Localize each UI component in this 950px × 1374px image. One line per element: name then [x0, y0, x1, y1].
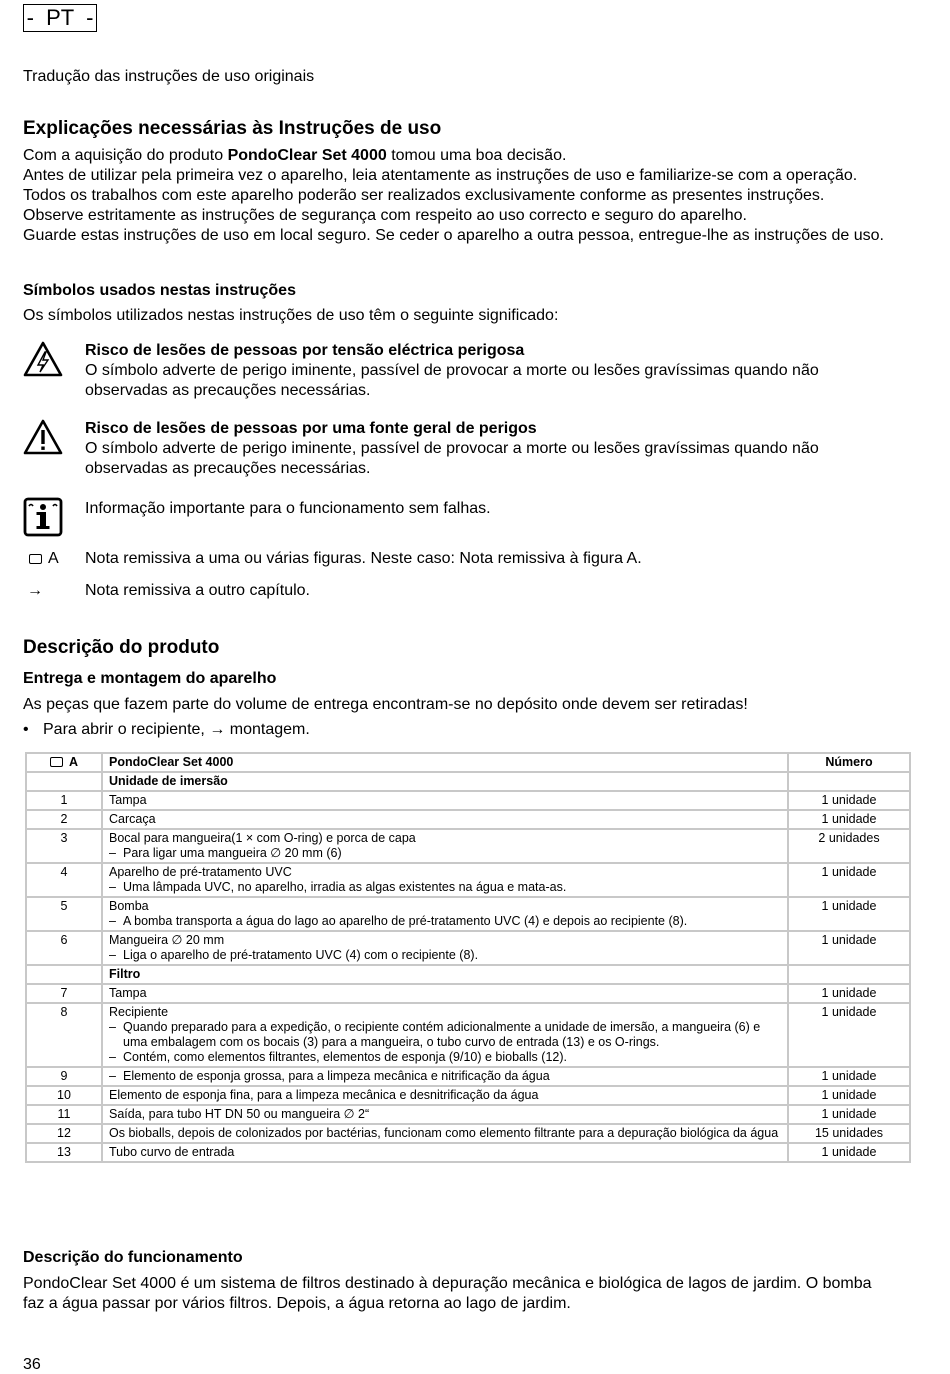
- table-row: [26, 1124, 910, 1143]
- item-number: 4: [26, 863, 102, 897]
- page-number: 36: [23, 1356, 41, 1373]
- item-description: [102, 1105, 788, 1124]
- bullet-dot: •: [23, 721, 29, 738]
- item-sub-text: Contém, como elementos filtrantes, elementos de esponja (9/10) e bioballs (12).: [123, 1050, 567, 1064]
- item-quantity: 1 unidade: [788, 1143, 910, 1162]
- table-row: [26, 791, 910, 810]
- item-description: [102, 1067, 788, 1086]
- item-quantity: 1 unidade: [788, 1086, 910, 1105]
- group-empty-cell: [26, 965, 102, 984]
- item-name: Tampa: [109, 986, 147, 1000]
- item-sub-point: [109, 1050, 781, 1065]
- item-number: 6: [26, 931, 102, 965]
- item-name: Tampa: [109, 793, 147, 807]
- item-name: Saída, para tubo HT DN 50 ou mangueira ∅ 2“: [109, 1107, 370, 1121]
- item-sub-point: [109, 846, 781, 861]
- item-number: 11: [26, 1105, 102, 1124]
- document-subtitle: Tradução das instruções de uso originais: [23, 68, 315, 85]
- item-name: Elemento de esponja fina, para a limpeza mecânica e desnitrificação da água: [109, 1088, 539, 1102]
- arrow-right-icon: →: [209, 721, 226, 738]
- header-ref-cell: [26, 753, 102, 772]
- symbols-title: Símbolos usados nestas instruções: [23, 282, 296, 299]
- table-row: [26, 1003, 910, 1067]
- item-sub-text: A bomba transporta a água do lago ao aparelho de pré-tratamento UVC (4) e depois ao recipiente (8).: [123, 914, 688, 928]
- table-row: [26, 984, 910, 1003]
- arrow-right-icon: →: [27, 582, 43, 599]
- symbol-info-row: [23, 497, 895, 537]
- dash-marker: –: [109, 1050, 116, 1064]
- item-quantity: 15 unidades: [788, 1124, 910, 1143]
- group-empty-cell: [26, 772, 102, 791]
- item-quantity: 1 unidade: [788, 1105, 910, 1124]
- item-number: 12: [26, 1124, 102, 1143]
- item-number: 7: [26, 984, 102, 1003]
- item-description: [102, 791, 788, 810]
- table-row: [26, 931, 910, 965]
- electric-warning-description: O símbolo adverte de perigo iminente, passível de provocar a morte ou lesões gravíssimas quando não observadas as precauções necessárias.: [85, 362, 819, 399]
- header-ref-label: A: [68, 755, 79, 769]
- item-sub-text: Quando preparado para a expedição, o recipiente contém adicionalmente a unidade de imersão, a mangueira (6) e uma embalagem com os bocais (3) para a mangueira, o tubo curvo de entrada (13) e os O-rings.: [123, 1020, 761, 1049]
- intro-post: tomou uma boa decisão.: [386, 147, 567, 164]
- item-name: Recipiente: [109, 1005, 169, 1019]
- figref-label: A: [48, 550, 59, 567]
- item-sub-point: [109, 948, 781, 963]
- info-icon: [23, 497, 63, 542]
- function-title: Descrição do funcionamento: [23, 1249, 243, 1266]
- item-number: 9: [26, 1067, 102, 1086]
- group-label: Filtro: [102, 965, 788, 984]
- dash-marker: –: [109, 880, 116, 894]
- item-name: Aparelho de pré-tratamento UVC: [109, 865, 292, 879]
- item-sub-point: [109, 1020, 781, 1050]
- item-name: Bomba: [109, 899, 149, 913]
- bullet-text-pre: Para abrir o recipiente,: [43, 721, 210, 738]
- symbol-figref-row: [23, 549, 895, 571]
- symbol-general-row: [23, 419, 895, 479]
- group-label: Unidade de imersão: [102, 772, 788, 791]
- book-icon: [29, 554, 42, 564]
- item-number: 1: [26, 791, 102, 810]
- item-description: [102, 863, 788, 897]
- item-number: 2: [26, 810, 102, 829]
- general-warning-icon: [23, 419, 63, 460]
- item-description: [102, 931, 788, 965]
- item-name: Tubo curvo de entrada: [109, 1145, 235, 1159]
- electric-warning-text: [85, 341, 895, 401]
- delivery-text: As peças que fazem parte do volume de entrega encontram-se no depósito onde devem ser retiradas!: [23, 696, 748, 713]
- general-warning-description: O símbolo adverte de perigo iminente, passível de provocar a morte ou lesões gravíssimas quando não observadas as precauções necessárias.: [85, 440, 819, 477]
- table-row: [26, 829, 910, 863]
- intro-pre: Com a aquisição do produto: [23, 147, 228, 164]
- item-description: [102, 810, 788, 829]
- table-row: [26, 863, 910, 897]
- item-description: [102, 897, 788, 931]
- table-header-row: [26, 753, 910, 772]
- item-sub-point: [109, 914, 781, 929]
- general-warning-text: [85, 419, 895, 479]
- paragraph-keep: Guarde estas instruções de uso em local seguro. Se ceder o aparelho a outra pessoa, entregue-lhe as instruções de uso.: [23, 227, 884, 244]
- function-text: PondoClear Set 4000 é um sistema de filtros destinado à depuração mecânica e biológica de lagos de jardim. O bomba faz a água passar por vários filtros. Depois, a água retorna ao lago de jardim.: [23, 1275, 872, 1312]
- chapter-ref-text: Nota remissiva a outro capítulo.: [85, 582, 310, 599]
- item-description: [102, 829, 788, 863]
- dash-marker: –: [109, 1020, 116, 1034]
- item-description: [102, 1124, 788, 1143]
- item-quantity: 1 unidade: [788, 897, 910, 931]
- paragraph-work: Todos os trabalhos com este aparelho poderão ser realizados exclusivamente conforme as presentes instruções.: [23, 187, 825, 204]
- dash-marker: –: [109, 846, 116, 860]
- item-number: 10: [26, 1086, 102, 1105]
- item-name: Os bioballs, depois de colonizados por bactérias, funcionam como elemento filtrante para a depuração biológica da água: [109, 1126, 779, 1140]
- header-name-cell: PondoClear Set 4000: [102, 753, 788, 772]
- item-sub-text: Uma lâmpada UVC, no aparelho, irradia as algas existentes na água e mata-as.: [123, 880, 567, 894]
- group-empty-cell: [788, 772, 910, 791]
- figref-text: Nota remissiva a uma ou várias figuras. Neste caso: Nota remissiva à figura A.: [85, 550, 642, 567]
- table-row: [26, 1067, 910, 1086]
- item-number: 13: [26, 1143, 102, 1162]
- item-number: 5: [26, 897, 102, 931]
- table-group-row: [26, 772, 910, 791]
- symbol-chapter-row: [23, 581, 895, 603]
- table-group-row: [26, 965, 910, 984]
- table-row: [26, 1143, 910, 1162]
- item-number: 3: [26, 829, 102, 863]
- delivery-title: Entrega e montagem do aparelho: [23, 670, 277, 687]
- electric-warning-title: Risco de lesões de pessoas por tensão eléctrica perigosa: [85, 342, 525, 359]
- item-name: Mangueira ∅ 20 mm: [109, 933, 225, 947]
- item-sub-point: [109, 1069, 781, 1084]
- electric-warning-icon: [23, 341, 63, 382]
- item-quantity: 1 unidade: [788, 791, 910, 810]
- bullet-link-montagem: montagem.: [225, 721, 310, 738]
- table-row: [26, 1086, 910, 1105]
- dash-marker: –: [109, 948, 116, 962]
- item-name: Carcaça: [109, 812, 156, 826]
- group-empty-cell: [788, 965, 910, 984]
- table-row: [26, 810, 910, 829]
- figref-symbol: [29, 549, 89, 569]
- info-text: Informação importante para o funcionamento sem falhas.: [85, 500, 491, 517]
- delivery-table: [25, 752, 911, 1163]
- item-quantity: 1 unidade: [788, 863, 910, 897]
- dash-marker: –: [109, 1069, 116, 1083]
- item-description: [102, 1143, 788, 1162]
- item-sub-text: Liga o aparelho de pré-tratamento UVC (4) com o recipiente (8).: [123, 948, 479, 962]
- item-description: [102, 1086, 788, 1105]
- section-title-instructions: Explicações necessárias às Instruções de uso: [23, 118, 442, 139]
- item-sub-text: Para ligar uma mangueira ∅ 20 mm (6): [123, 846, 342, 860]
- item-sub-point: [109, 880, 781, 895]
- product-name: PondoClear Set 4000: [227, 147, 387, 164]
- dash-marker: –: [109, 914, 116, 928]
- intro-paragraph: [23, 146, 920, 166]
- item-number: 8: [26, 1003, 102, 1067]
- item-description: [102, 984, 788, 1003]
- item-quantity: 1 unidade: [788, 810, 910, 829]
- header-qty-cell: Número: [788, 753, 910, 772]
- symbol-electric-row: [23, 341, 895, 401]
- symbols-intro: Os símbolos utilizados nestas instruções de uso têm o seguinte significado:: [23, 307, 559, 324]
- table-row: [26, 897, 910, 931]
- item-name: Bocal para mangueira(1 × com O-ring) e porca de capa: [109, 831, 416, 845]
- language-tag: - PT -: [23, 4, 97, 32]
- table-row: [26, 1105, 910, 1124]
- item-description: [102, 1003, 788, 1067]
- instructions-body: [23, 146, 920, 246]
- paragraph-read: Antes de utilizar pela primeira vez o aparelho, leia atentamente as instruções de uso e familiarize-se com a operação.: [23, 167, 858, 184]
- item-quantity: 1 unidade: [788, 931, 910, 965]
- item-quantity: 1 unidade: [788, 1067, 910, 1086]
- section-title-product: Descrição do produto: [23, 637, 220, 658]
- paragraph-safety: Observe estritamente as instruções de segurança com respeito ao uso correcto e seguro do aparelho.: [23, 207, 747, 224]
- item-sub-text: Elemento de esponja grossa, para a limpeza mecânica e nitrificação da água: [123, 1069, 550, 1083]
- book-icon: [50, 757, 63, 767]
- bullet-open-container: [23, 720, 920, 740]
- item-quantity: 1 unidade: [788, 1003, 910, 1067]
- item-quantity: 1 unidade: [788, 984, 910, 1003]
- general-warning-title: Risco de lesões de pessoas por uma fonte geral de perigos: [85, 420, 537, 437]
- item-quantity: 2 unidades: [788, 829, 910, 863]
